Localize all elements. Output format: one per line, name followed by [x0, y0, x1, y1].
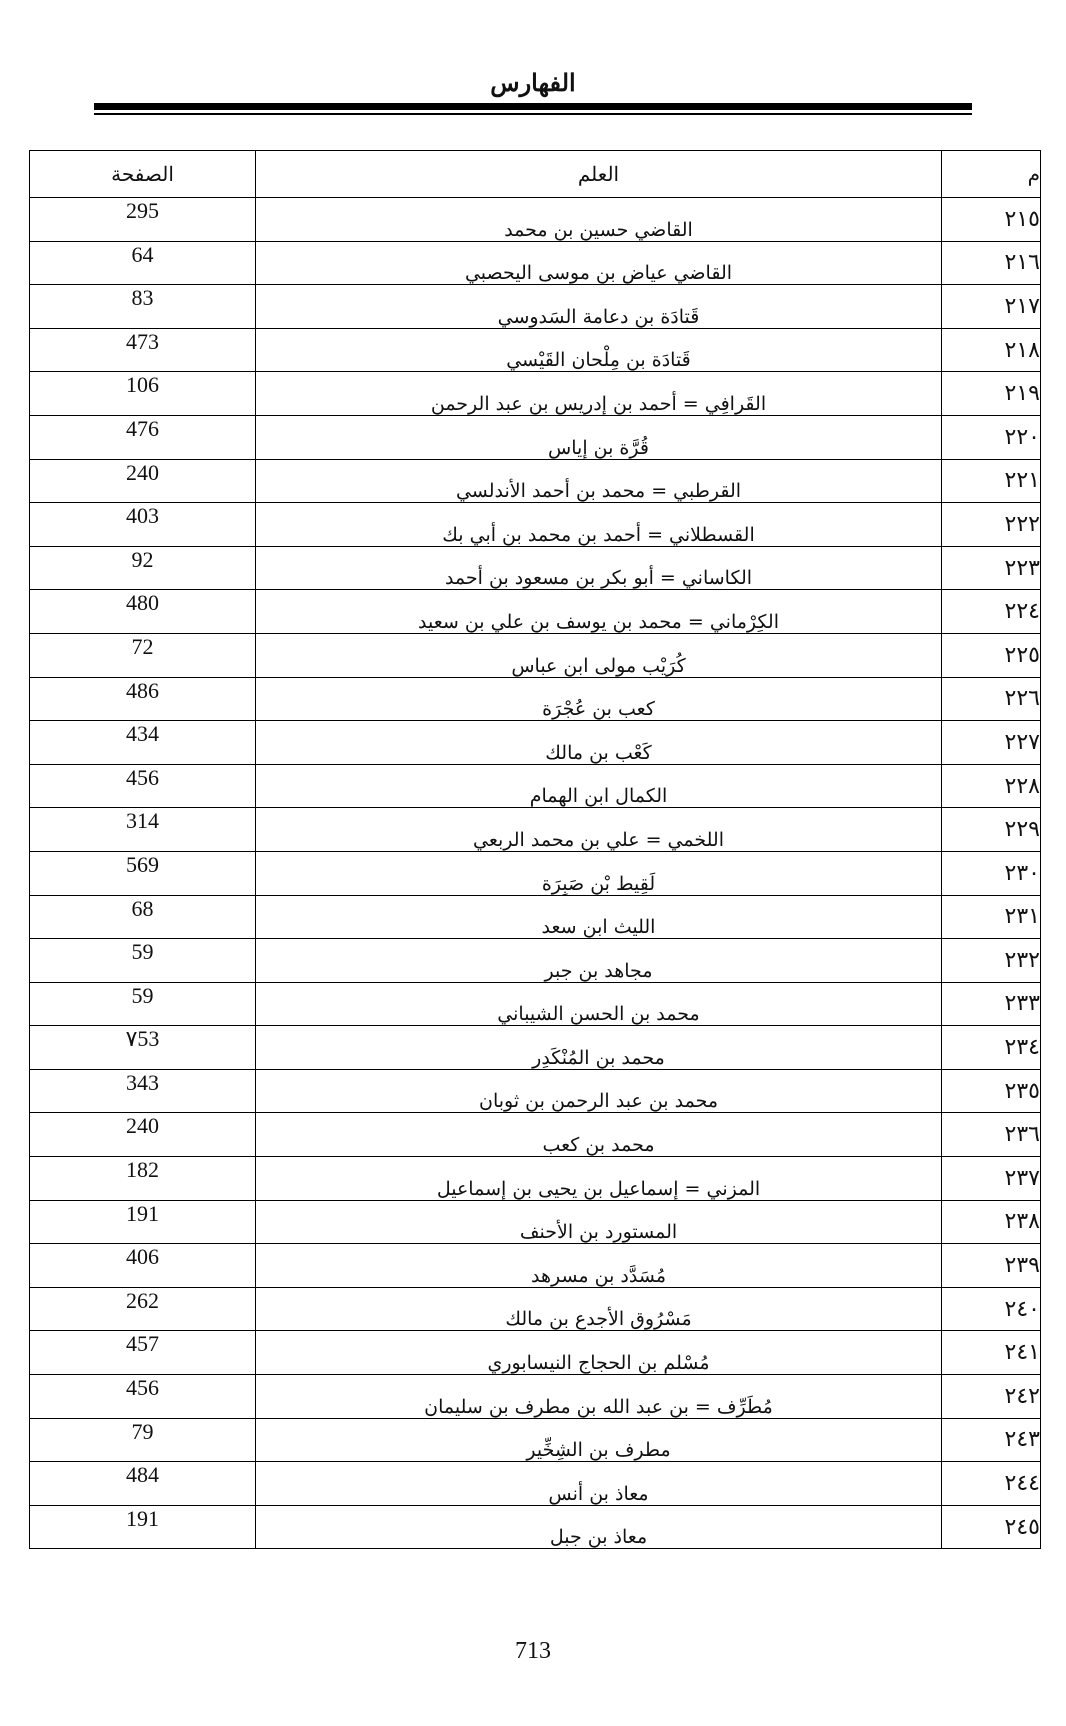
row-number-cell: ٢١٦ [942, 241, 1041, 285]
row-page-cell: 476 [30, 415, 256, 459]
row-name-cell: مجاهد بن جبر [256, 939, 942, 983]
table-row [30, 590, 1041, 634]
row-page-cell: 83 [30, 285, 256, 329]
table-row [30, 328, 1041, 372]
table-row [30, 1113, 1041, 1157]
row-page-cell: 106 [30, 372, 256, 416]
row-name-cell: محمد بن الحسن الشيباني [256, 982, 942, 1026]
table-row [30, 808, 1041, 852]
row-page-cell: 406 [30, 1244, 256, 1288]
table-row [30, 1462, 1041, 1506]
column-header-name: العلم [256, 151, 942, 198]
table-body [30, 198, 1041, 1549]
table-row [30, 459, 1041, 503]
table-row [30, 1026, 1041, 1070]
row-name-cell: محمد بن عبد الرحمن بن ثوبان [256, 1069, 942, 1113]
table-row [30, 241, 1041, 285]
row-page-cell: 72 [30, 633, 256, 677]
row-number-cell: ٢٣٠ [942, 851, 1041, 895]
table-row [30, 198, 1041, 242]
table-row [30, 1200, 1041, 1244]
table-row [30, 851, 1041, 895]
row-name-cell: قَتادَة بن مِلْحان القَيْسي [256, 328, 942, 372]
row-number-cell: ٢٣٤ [942, 1026, 1041, 1070]
row-name-cell: مطرف بن الشِخِّير [256, 1418, 942, 1462]
row-number-cell: ٢٣٨ [942, 1200, 1041, 1244]
row-number-cell: ٢٢٩ [942, 808, 1041, 852]
row-number-cell: ٢٢١ [942, 459, 1041, 503]
row-name-cell: كعب بن عُجْرَة [256, 677, 942, 721]
table-row [30, 764, 1041, 808]
table-row [30, 372, 1041, 416]
column-header-number: م [942, 151, 1041, 198]
row-page-cell: 262 [30, 1287, 256, 1331]
row-page-cell: 79 [30, 1418, 256, 1462]
row-page-cell: 59 [30, 982, 256, 1026]
table-row [30, 546, 1041, 590]
row-name-cell: الكِرْماني = محمد بن يوسف بن علي بن سعيد [256, 590, 942, 634]
row-name-cell: مُسْلم بن الحجاج النيسابوري [256, 1331, 942, 1375]
row-page-cell: 486 [30, 677, 256, 721]
row-name-cell: القسطلاني = أحمد بن محمد بن أبي بك [256, 503, 942, 547]
table-row [30, 1287, 1041, 1331]
row-number-cell: ٢٢٥ [942, 633, 1041, 677]
table-row [30, 721, 1041, 765]
row-page-cell: 240 [30, 1113, 256, 1157]
row-number-cell: ٢٣٩ [942, 1244, 1041, 1288]
row-page-cell: 191 [30, 1200, 256, 1244]
row-number-cell: ٢٢٨ [942, 764, 1041, 808]
row-number-cell: ٢١٧ [942, 285, 1041, 329]
row-name-cell: قُرَّة بن إياس [256, 415, 942, 459]
page-number: 713 [515, 1638, 551, 1664]
row-number-cell: ٢١٥ [942, 198, 1041, 242]
table-row [30, 415, 1041, 459]
row-page-cell: 92 [30, 546, 256, 590]
index-table [29, 150, 1041, 1549]
row-name-cell: مَسْرُوق الأجدع بن مالك [256, 1287, 942, 1331]
row-number-cell: ٢٤٤ [942, 1462, 1041, 1506]
row-name-cell: معاذ بن أنس [256, 1462, 942, 1506]
row-number-cell: ٢١٩ [942, 372, 1041, 416]
row-name-cell: محمد بن كعب [256, 1113, 942, 1157]
table-row [30, 1505, 1041, 1549]
row-page-cell: 456 [30, 764, 256, 808]
row-page-cell: 343 [30, 1069, 256, 1113]
column-header-page: الصفحة [30, 151, 256, 198]
row-number-cell: ٢٣٣ [942, 982, 1041, 1026]
row-number-cell: ٢٤٥ [942, 1505, 1041, 1549]
row-name-cell: الكاساني = أبو بكر بن مسعود بن أحمد [256, 546, 942, 590]
row-page-cell: 456 [30, 1375, 256, 1419]
row-name-cell: القاضي عياض بن موسى اليحصبي [256, 241, 942, 285]
row-page-cell: 182 [30, 1157, 256, 1201]
row-name-cell: القَرافِي = أحمد بن إدريس بن عبد الرحمن [256, 372, 942, 416]
row-number-cell: ٢٣٧ [942, 1157, 1041, 1201]
row-number-cell: ٢٤٢ [942, 1375, 1041, 1419]
row-name-cell: مُطَرِّف = بن عبد الله بن مطرف بن سليمان [256, 1375, 942, 1419]
row-name-cell: كُرَيْب مولى ابن عباس [256, 633, 942, 677]
table-row [30, 939, 1041, 983]
row-name-cell: كَعْب بن مالك [256, 721, 942, 765]
row-name-cell: اللخمي = علي بن محمد الربعي [256, 808, 942, 852]
row-number-cell: ٢٢٠ [942, 415, 1041, 459]
row-name-cell: الليث ابن سعد [256, 895, 942, 939]
table-row [30, 677, 1041, 721]
row-page-cell: 434 [30, 721, 256, 765]
row-name-cell: لَقِيط بْن صَبِرَة [256, 851, 942, 895]
row-number-cell: ٢٤٣ [942, 1418, 1041, 1462]
row-number-cell: ٢٤٠ [942, 1287, 1041, 1331]
row-number-cell: ٢٢٤ [942, 590, 1041, 634]
row-number-cell: ٢٣١ [942, 895, 1041, 939]
row-number-cell: ٢٣٦ [942, 1113, 1041, 1157]
row-number-cell: ٢٢٢ [942, 503, 1041, 547]
header-rule-thin [94, 113, 972, 115]
row-page-cell: ٧53 [30, 1026, 256, 1070]
row-page-cell: 64 [30, 241, 256, 285]
table-header-row [30, 151, 1041, 198]
row-number-cell: ٢٤١ [942, 1331, 1041, 1375]
table-row [30, 1418, 1041, 1462]
header-rule-thick [94, 103, 972, 110]
table-row [30, 1331, 1041, 1375]
table-row [30, 1244, 1041, 1288]
row-name-cell: مُسَدَّد بن مسرهد [256, 1244, 942, 1288]
row-page-cell: 295 [30, 198, 256, 242]
row-number-cell: ٢٢٧ [942, 721, 1041, 765]
row-page-cell: 480 [30, 590, 256, 634]
row-name-cell: المستورد بن الأحنف [256, 1200, 942, 1244]
row-page-cell: 314 [30, 808, 256, 852]
row-page-cell: 403 [30, 503, 256, 547]
row-page-cell: 457 [30, 1331, 256, 1375]
row-name-cell: الكمال ابن الهمام [256, 764, 942, 808]
row-number-cell: ٢٢٣ [942, 546, 1041, 590]
row-name-cell: القرطبي = محمد بن أحمد الأندلسي [256, 459, 942, 503]
row-page-cell: 191 [30, 1505, 256, 1549]
row-name-cell: قَتادَة بن دعامة السَدوسي [256, 285, 942, 329]
row-name-cell: معاذ بن جبل [256, 1505, 942, 1549]
row-page-cell: 68 [30, 895, 256, 939]
row-page-cell: 240 [30, 459, 256, 503]
running-header-title: الفهارس [490, 68, 576, 97]
table-row [30, 1375, 1041, 1419]
row-number-cell: ٢٢٦ [942, 677, 1041, 721]
row-number-cell: ٢١٨ [942, 328, 1041, 372]
row-name-cell: المزني = إسماعيل بن يحيى بن إسماعيل [256, 1157, 942, 1201]
row-page-cell: 484 [30, 1462, 256, 1506]
row-page-cell: 569 [30, 851, 256, 895]
row-name-cell: القاضي حسين بن محمد [256, 198, 942, 242]
table-row [30, 503, 1041, 547]
table-row [30, 1069, 1041, 1113]
table-row [30, 982, 1041, 1026]
row-number-cell: ٢٣٢ [942, 939, 1041, 983]
table-row [30, 633, 1041, 677]
row-number-cell: ٢٣٥ [942, 1069, 1041, 1113]
row-page-cell: 473 [30, 328, 256, 372]
table-row [30, 895, 1041, 939]
row-page-cell: 59 [30, 939, 256, 983]
row-name-cell: محمد بن المُنْكَدِر [256, 1026, 942, 1070]
table-row [30, 285, 1041, 329]
table-row [30, 1157, 1041, 1201]
